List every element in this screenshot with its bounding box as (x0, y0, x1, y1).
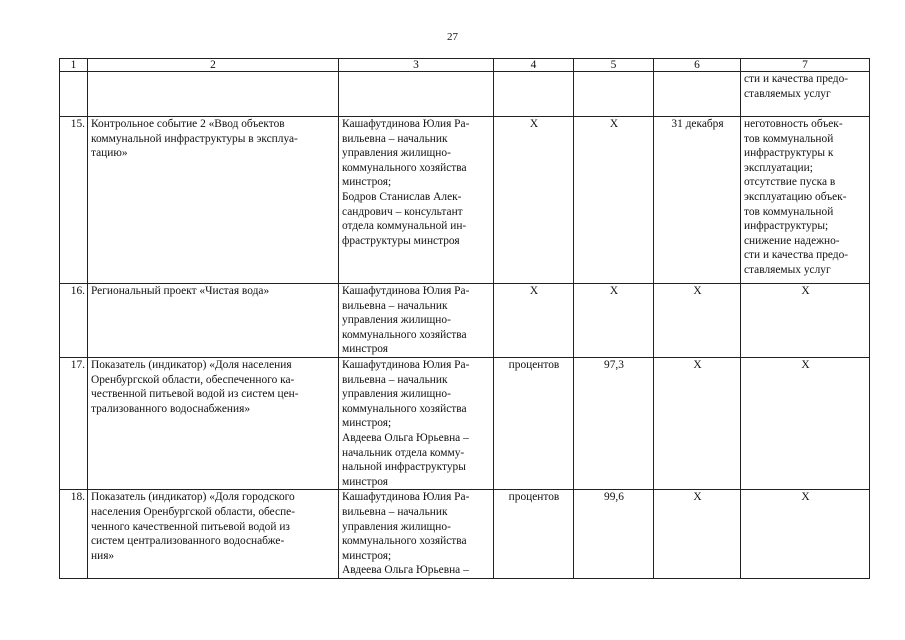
unit-cell: Х (494, 117, 574, 284)
deadline-cell: 31 декабря (654, 117, 741, 284)
cell-text-line: управления жилищно- (342, 388, 451, 401)
column-header: 7 (741, 59, 870, 72)
cell-text-line: коммунального хозяйства (342, 402, 467, 415)
table-row (60, 117, 870, 284)
table-cell (339, 72, 494, 117)
header-row (60, 59, 870, 72)
cell-text-line: вильевна – начальник (342, 505, 448, 518)
risks-cell (741, 357, 870, 489)
column-header: 5 (574, 59, 654, 72)
cell-text-line: ставляемых услуг (744, 263, 831, 276)
unit-cell: процентов (494, 490, 574, 579)
cell-text-line: сандрович – консультант (342, 205, 463, 218)
cell-text-line: коммунальной инфраструктуры в эксплуа- (91, 132, 298, 145)
cell-text-line: вильевна – начальник (342, 132, 448, 145)
table-cell (494, 72, 574, 117)
cell-text-line: тов коммунальной (744, 132, 834, 145)
responsible-cell (339, 490, 494, 579)
responsible-cell (339, 284, 494, 358)
name-cell (88, 284, 339, 358)
table-row-continuation (60, 72, 870, 117)
deadline-cell: Х (654, 284, 741, 358)
cell-text-line: трализованного водоснабжения» (91, 402, 251, 415)
cell-text-line: Показатель (индикатор) «Доля населения (91, 358, 292, 371)
cell-text-line: минстроя; (342, 549, 392, 562)
value-cell: Х (574, 117, 654, 284)
cell-text-line: сти и качества предо- (744, 249, 849, 262)
responsible-cell (339, 357, 494, 489)
cell-text-line: тацию» (91, 147, 128, 160)
risks-cell (741, 117, 870, 284)
cell-text-line: Х (801, 358, 810, 371)
responsible-cell (339, 117, 494, 284)
cell-text-line: нальной инфраструктуры (342, 461, 466, 474)
cell-text-line: ния» (91, 549, 115, 562)
column-header: 6 (654, 59, 741, 72)
cell-text-line: Авдеева Ольга Юрьевна – (342, 431, 469, 444)
deadline-cell: Х (654, 490, 741, 579)
cell-text-line: Кашафутдинова Юлия Ра- (342, 358, 470, 371)
page-number: 27 (447, 31, 458, 43)
cell-text-line: Х (801, 285, 810, 297)
cell-text-line: отсутствие пуска в (744, 176, 836, 189)
cell-text-line: коммунального хозяйства (342, 161, 467, 174)
cell-text-line: тов коммунальной (744, 205, 834, 218)
cell-text-line: Х (801, 491, 810, 504)
cell-text-line: управления жилищно- (342, 314, 451, 327)
cell-text-line: Авдеева Ольга Юрьевна – (342, 564, 469, 577)
cell-text-line: минстроя (342, 475, 388, 488)
cell-text-line: сти и качества предо- (744, 73, 849, 85)
document-table (59, 58, 870, 579)
deadline-cell: Х (654, 357, 741, 489)
table-cell (654, 72, 741, 117)
cell-text-line: систем централизованного водоснабже- (91, 535, 285, 548)
cell-text-line: ставляемых услуг (744, 87, 831, 100)
column-header: 2 (88, 59, 339, 72)
cell-text-line: неготовность объек- (744, 118, 843, 130)
risks-cell (741, 72, 870, 117)
cell-text-line: Кашафутдинова Юлия Ра- (342, 285, 470, 297)
table-row (60, 357, 870, 489)
cell-text-line: Оренбургской области, обеспеченного ка- (91, 373, 295, 386)
cell-text-line: минстроя (342, 343, 388, 356)
cell-text-line: коммунального хозяйства (342, 328, 467, 341)
table-cell (574, 72, 654, 117)
table-row (60, 284, 870, 358)
cell-text-line: Кашафутдинова Юлия Ра- (342, 491, 470, 504)
cell-text-line: начальник отдела комму- (342, 446, 465, 459)
row-number-cell: 15. (60, 117, 88, 284)
cell-text-line: вильевна – начальник (342, 373, 448, 386)
column-header: 1 (60, 59, 88, 72)
risks-cell (741, 284, 870, 358)
cell-text-line: вильевна – начальник (342, 299, 448, 312)
column-header: 3 (339, 59, 494, 72)
cell-text-line: отдела коммунальной ин- (342, 220, 467, 233)
name-cell (88, 357, 339, 489)
name-cell (88, 117, 339, 284)
cell-text-line: минстроя; (342, 176, 392, 189)
cell-text-line: населения Оренбургской области, обеспе- (91, 505, 296, 518)
row-number-cell: 16. (60, 284, 88, 358)
cell-text-line: Кашафутдинова Юлия Ра- (342, 118, 470, 130)
column-header: 4 (494, 59, 574, 72)
cell-text-line: управления жилищно- (342, 147, 451, 160)
table-cell (88, 72, 339, 117)
value-cell: Х (574, 284, 654, 358)
cell-text-line: Контрольное событие 2 «Ввод объектов (91, 118, 285, 130)
risks-cell (741, 490, 870, 579)
cell-text-line: Региональный проект «Чистая вода» (91, 285, 270, 297)
cell-text-line: снижение надежно- (744, 234, 840, 247)
cell-text-line: чественной питьевой водой из систем цен- (91, 388, 299, 401)
unit-cell: процентов (494, 357, 574, 489)
cell-text-line: коммунального хозяйства (342, 535, 467, 548)
cell-text-line: Бодров Станислав Алек- (342, 190, 462, 203)
cell-text-line: инфраструктуры к (744, 147, 834, 160)
table-row (60, 490, 870, 579)
cell-text-line: ченного качественной питьевой водой из (91, 520, 290, 533)
cell-text-line: эксплуатацию объек- (744, 190, 847, 203)
value-cell: 97,3 (574, 357, 654, 489)
cell-text-line: минстроя; (342, 417, 392, 430)
unit-cell: Х (494, 284, 574, 358)
cell-text-line: фраструктуры минстроя (342, 234, 460, 247)
row-number-cell: 17. (60, 357, 88, 489)
value-cell: 99,6 (574, 490, 654, 579)
cell-text-line: инфраструктуры; (744, 220, 829, 233)
cell-text-line: Показатель (индикатор) «Доля городского (91, 491, 295, 504)
row-number-cell: 18. (60, 490, 88, 579)
table-cell (60, 72, 88, 117)
cell-text-line: управления жилищно- (342, 520, 451, 533)
name-cell (88, 490, 339, 579)
cell-text-line: эксплуатации; (744, 161, 813, 174)
